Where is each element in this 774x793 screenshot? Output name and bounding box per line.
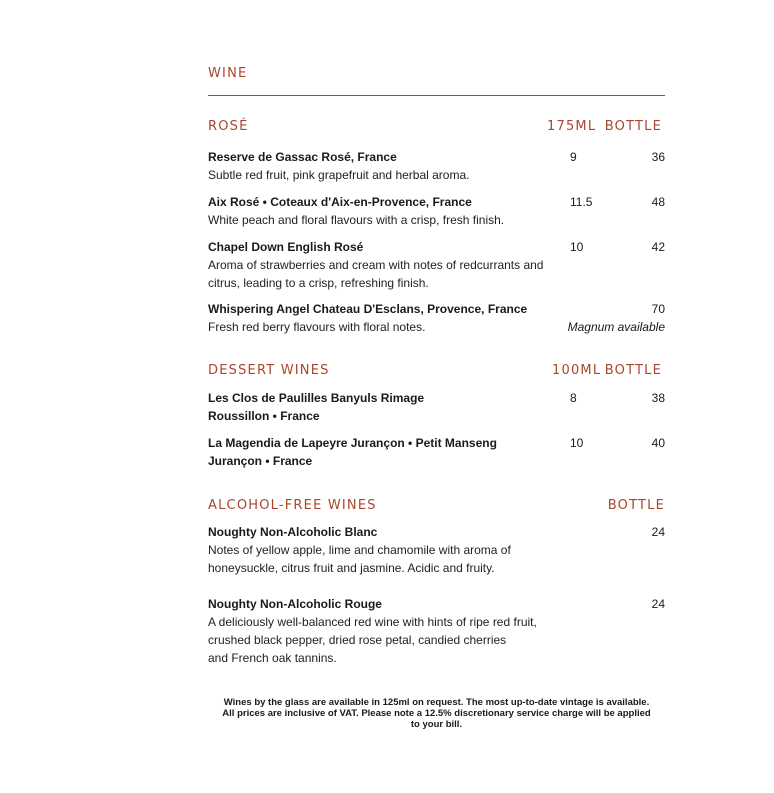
bottle-price: 48 — [651, 195, 665, 209]
section-title-rose: ROSÉ — [208, 119, 249, 134]
dessert-col-bottle: BOTTLE — [604, 363, 662, 378]
alcohol-free-col-bottle: BOTTLE — [607, 498, 665, 513]
footer-note — [208, 697, 665, 730]
wine-desc-line1: Aroma of strawberries and cream with notes of redcurrants and — [208, 258, 544, 272]
list-item — [208, 193, 665, 229]
bottle-price: 38 — [651, 391, 665, 405]
list-item — [208, 300, 665, 336]
wine-name: Noughty Non-Alcoholic Rouge — [208, 597, 382, 611]
glass-price: 11.5 — [570, 195, 593, 209]
list-item — [208, 434, 665, 470]
footer-line1: Wines by the glass are available in 125ml on request. The most up-to-date vintage is available. — [223, 697, 650, 708]
wine-name-line2: Jurançon • France — [208, 454, 313, 468]
rose-col-bottle: BOTTLE — [604, 119, 662, 134]
wine-desc-line1: A deliciously well-balanced red wine with hints of ripe red fruit, — [208, 615, 537, 629]
wine-name: Whispering Angel Chateau D'Esclans, Provence, France — [208, 302, 528, 316]
list-item — [208, 238, 665, 292]
bottle-price: 36 — [651, 150, 665, 164]
glass-price: 8 — [570, 391, 577, 405]
wine-name: Noughty Non-Alcoholic Blanc — [208, 525, 378, 539]
wine-name: Reserve de Gassac Rosé, France — [208, 150, 397, 164]
footer-line3: to your bill. — [410, 719, 463, 730]
wine-desc: Fresh red berry flavours with floral notes. — [208, 320, 426, 334]
footer-line2: All prices are inclusive of VAT. Please note a 12.5% discretionary service charge will be applied — [222, 708, 651, 719]
glass-price: 9 — [570, 150, 577, 164]
wine-desc-line2: crushed black pepper, dried rose petal, candied cherries — [208, 633, 507, 647]
wine-desc: White peach and floral flavours with a crisp, fresh finish. — [208, 213, 505, 227]
list-item — [208, 389, 665, 425]
glass-price: 10 — [570, 240, 584, 254]
header-divider — [208, 95, 665, 96]
page-title: WINE — [208, 66, 248, 81]
wine-desc-line1: Notes of yellow apple, lime and chamomile with aroma of — [208, 543, 511, 557]
list-item — [208, 148, 665, 184]
wine-name-line2: Roussillon • France — [208, 409, 320, 423]
wine-desc-line2: citrus, leading to a crisp, refreshing finish. — [208, 276, 429, 290]
wine-name-line1: La Magendia de Lapeyre Jurançon • Petit Manseng — [208, 436, 497, 450]
wine-name: Aix Rosé • Coteaux d'Aix-en-Provence, France — [208, 195, 472, 209]
bottle-price: 42 — [651, 240, 665, 254]
bottle-price: 24 — [651, 525, 665, 539]
wine-name: Chapel Down English Rosé — [208, 240, 364, 254]
section-title-alcohol-free: ALCOHOL-FREE WINES — [208, 498, 377, 513]
magnum-note: Magnum available — [567, 320, 665, 334]
section-title-dessert: DESSERT WINES — [208, 363, 330, 378]
wine-desc-line2: honeysuckle, citrus fruit and jasmine. Acidic and fruity. — [208, 561, 495, 575]
rose-col-glass: 175ML — [547, 119, 597, 134]
list-item — [208, 595, 665, 667]
dessert-col-glass: 100ML — [552, 363, 602, 378]
wine-name-line1: Les Clos de Paulilles Banyuls Rimage — [208, 391, 425, 405]
wine-desc-line3: and French oak tannins. — [208, 651, 337, 665]
list-item — [208, 523, 665, 577]
bottle-price: 40 — [651, 436, 665, 450]
glass-price: 10 — [570, 436, 584, 450]
bottle-price: 24 — [651, 597, 665, 611]
wine-desc: Subtle red fruit, pink grapefruit and herbal aroma. — [208, 168, 470, 182]
bottle-price: 70 — [651, 302, 665, 316]
